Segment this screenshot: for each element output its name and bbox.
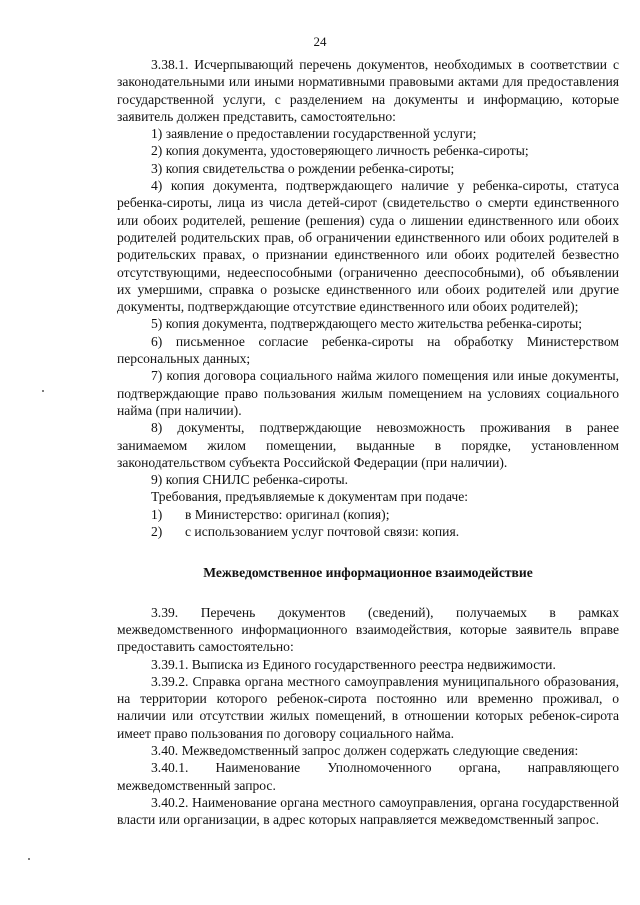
paragraph-3-39: 3.39. Перечень документов (сведений), получаемых в рамках межведомственного информационного взаимодействия, которые заявитель вправе предоставить самостоятельно: xyxy=(117,604,619,655)
list-item: 8) документы, подтверждающие невозможность проживания в ранее занимаемом жилом помещении, выданные в порядке, установленном законодательством субъекта Российской Федерации (при наличии). xyxy=(117,420,619,470)
requirement-number: 2) xyxy=(151,524,163,540)
requirements-intro: Требования, предъявляемые к документам при подаче: xyxy=(151,489,469,505)
list-item: 7) копия договора социального найма жилого помещения или иные документы, подтверждающие право пользования жилым помещением на условиях социального найма (при наличии). xyxy=(117,368,619,418)
list-item: 9) копия СНИЛС ребенка-сироты. xyxy=(151,472,349,488)
list-item: 4) копия документа, подтверждающего наличие у ребенка-сироты, статуса ребенка-сироты, лица из числа детей-сирот (свидетельство о смерти единственного или обоих родителей, решение (решения) суда о лишении единственного или обоих родителей родительских прав, об ограничении единственного или обоих родителей в родительских правах, о признании единственного или обоих родителей безвестно отсутствующими, недееспособными (ограниченно дееспособными), об объявлении их умершими, справка о розыске единственного или обоих родителей или другие документы, подтверждающие отсутствие единственного или обоих родителей); xyxy=(117,178,619,315)
paragraph-3-40: 3.40. Межведомственный запрос должен содержать следующие сведения: xyxy=(151,742,579,758)
requirement-item xyxy=(117,506,619,523)
paragraph-3-39-1: 3.39.1. Выписка из Единого государственного реестра недвижимости. xyxy=(151,656,556,672)
paragraph-3-38-1: 3.38.1. Исчерпывающий перечень документов, необходимых в соответствии с законодательными или иными нормативными правовыми актами для предоставления государственной услуги, с разделением на документы и информацию, которые заявитель должен представить, самостоятельно: xyxy=(117,57,619,124)
requirement-number: 1) xyxy=(151,506,163,522)
paragraph-3-40-2: 3.40.2. Наименование органа местного самоуправления, органа государственной власти или организации, в адрес которых направляется межведомственный запрос. xyxy=(117,794,619,828)
requirement-item xyxy=(117,523,619,540)
requirement-text: с использованием услуг почтовой связи: копия. xyxy=(185,524,460,540)
list-item: 2) копия документа, удостоверяющего личность ребенка-сироты; xyxy=(151,143,529,159)
document-body xyxy=(117,56,619,828)
paragraph-3-39-2: 3.39.2. Справка органа местного самоуправления муниципального образования, на территории которого ребенок-сирота постоянно или временно проживал, о наличии или отсутствии жилых помещений, в отношении которых ребенок-сирота имеет право пользования по договору социального найма. xyxy=(117,673,619,741)
list-item: 6) письменное согласие ребенка-сироты на обработку Министерством персональных данных; xyxy=(117,333,619,367)
scan-speck xyxy=(42,390,44,392)
page-number: 24 xyxy=(313,34,327,49)
list-item: 5) копия документа, подтверждающего место жительства ребенка-сироты; xyxy=(151,316,583,332)
section-heading: Межведомственное информационное взаимодействие xyxy=(203,565,533,581)
list-item: 1) заявление о предоставлении государственной услуги; xyxy=(151,126,477,142)
requirement-text: в Министерство: оригинал (копия); xyxy=(185,506,390,522)
paragraph-3-40-1: 3.40.1. Наименование Уполномоченного органа, направляющего межведомственный запрос. xyxy=(117,760,619,793)
list-item: 3) копия свидетельства о рождении ребенка-сироты; xyxy=(151,160,455,176)
scan-speck xyxy=(28,858,30,860)
